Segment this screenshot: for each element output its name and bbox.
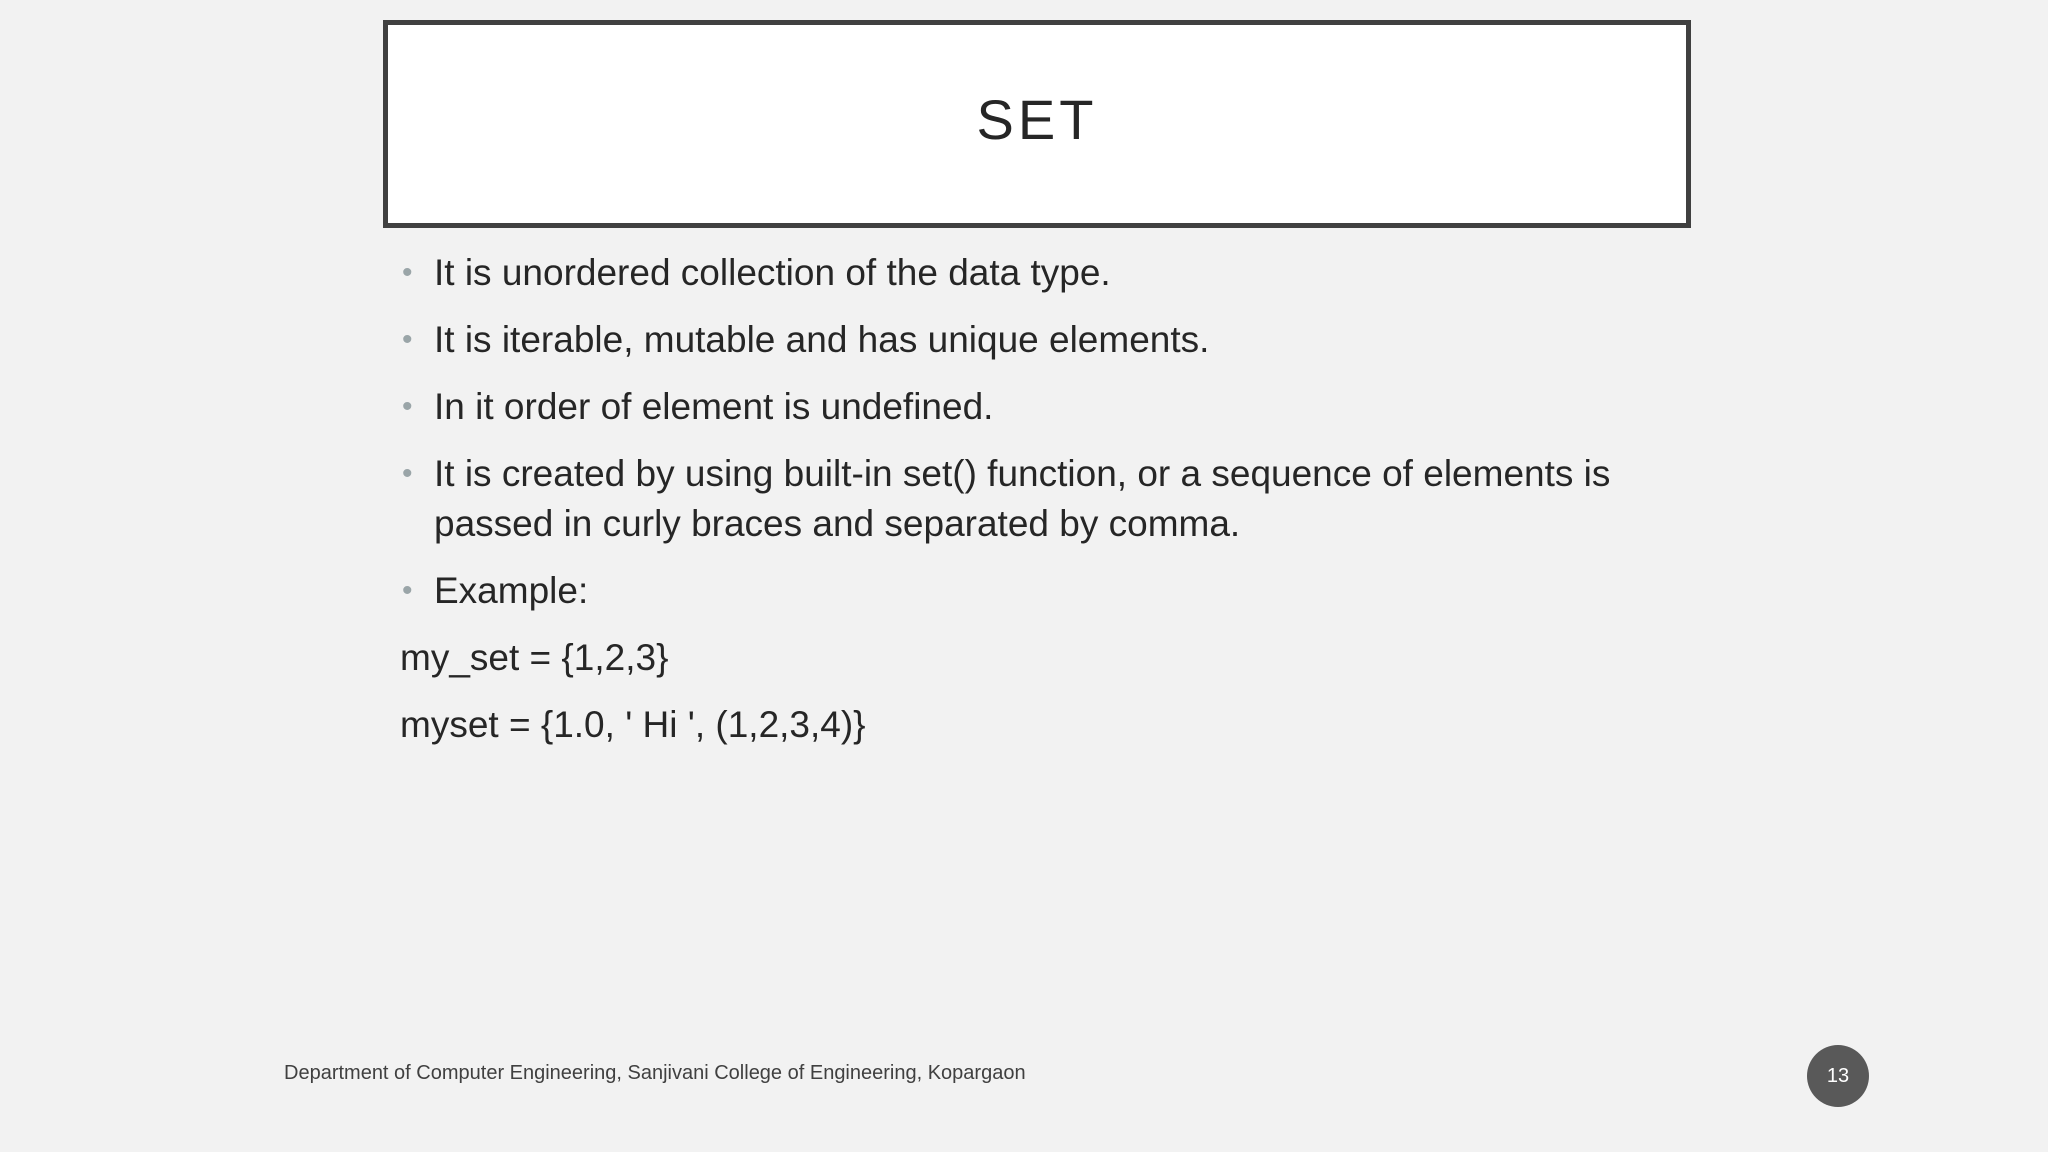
bullet-text: Example: [434, 570, 589, 611]
bullet-text: It is iterable, mutable and has unique elements. [434, 319, 1210, 360]
code-example-line: myset = {1.0, ' Hi ', (1,2,3,4)} [400, 704, 866, 745]
footer-text: Department of Computer Engineering, Sanjivani College of Engineering, Kopargaon [284, 1062, 1026, 1084]
bullet-item [400, 566, 1660, 616]
code-example-line: my_set = {1,2,3} [400, 637, 669, 678]
bullet-icon: • [402, 256, 413, 289]
page-number-badge [1807, 1045, 1869, 1107]
slide-content [400, 248, 1660, 767]
bullet-item [400, 315, 1660, 365]
page-number: 13 [1826, 1064, 1850, 1087]
bullet-icon: • [402, 457, 413, 490]
bullet-item [400, 382, 1660, 432]
bullet-text: In it order of element is undefined. [434, 386, 994, 427]
slide-title: SET [976, 87, 1098, 151]
bullet-text: It is unordered collection of the data type. [434, 252, 1111, 293]
bullet-item [400, 248, 1660, 298]
bullet-item [400, 449, 1660, 549]
slide-title-box [383, 20, 1691, 228]
bullet-list [400, 248, 1660, 616]
bullet-icon: • [402, 323, 413, 356]
bullet-icon: • [402, 390, 413, 423]
bullet-icon: • [402, 574, 413, 607]
bullet-text: It is created by using built-in set() function, or a sequence of elements is passed in curly braces and separated by comma. [434, 453, 1611, 544]
